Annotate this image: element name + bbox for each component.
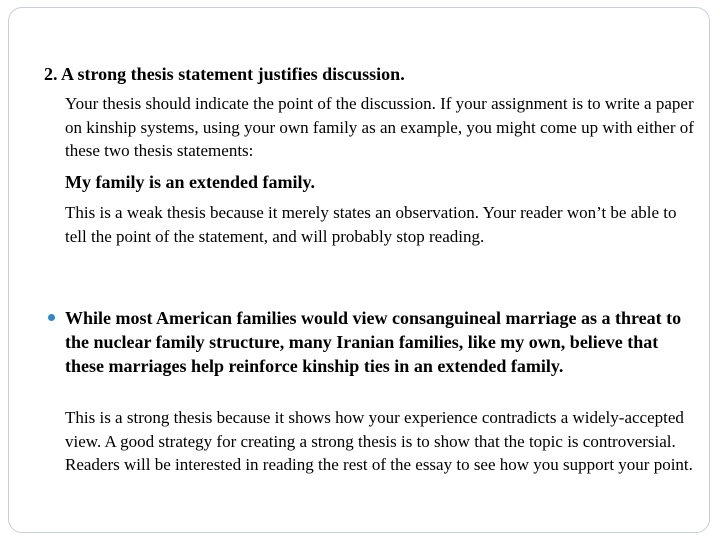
weak-thesis-example: My family is an extended family. <box>65 172 315 192</box>
intro-paragraph: Your thesis should indicate the point of the discussion. If your assignment is to write a paper on kinship systems, using your own family as an example, you might come up with either of these two thesis statements: <box>65 94 694 160</box>
bullet-icon <box>48 314 55 321</box>
weak-thesis-explanation: This is a weak thesis because it merely states an observation. Your reader won’t be able to tell the point of the statement, and will probably stop reading. <box>65 203 677 246</box>
strong-thesis-explanation: This is a strong thesis because it shows how your experience contradicts a widely-accepted view. A good strategy for creating a strong thesis is to show that the topic is controversial. Readers will be interested in reading the rest of the essay to see how you support your point. <box>65 408 693 474</box>
strong-thesis-example: While most American families would view consanguineal marriage as a threat to the nuclear family structure, many Iranian families, like my own, believe that these marriages help reinforce kinship ties in an extended family. <box>65 308 682 376</box>
slide-heading: 2. A strong thesis statement justifies discussion. <box>44 64 405 84</box>
